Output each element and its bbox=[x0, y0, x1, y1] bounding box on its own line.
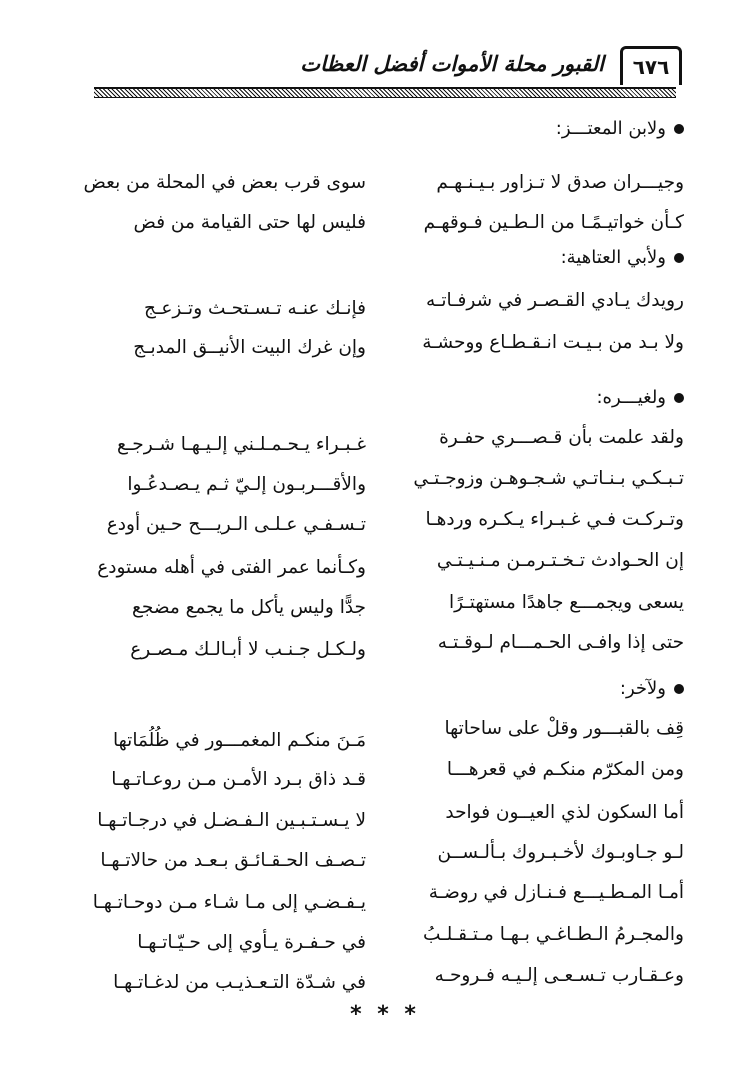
attribution-text: ولآخر: bbox=[619, 678, 666, 699]
section-end-ornament: * * * bbox=[350, 1002, 420, 1027]
attribution-text: ولأبي العتاهية: bbox=[560, 247, 666, 268]
verse-first-half: وجيـــران صدق لا تـزاور بـيـنـهـم bbox=[436, 172, 684, 193]
bullet-icon bbox=[674, 253, 684, 263]
verse-first-half: إن الحـوادث تـخـتـرمـن مـنـيـتـي bbox=[436, 550, 684, 571]
attribution-line bbox=[384, 116, 684, 142]
bullet-icon bbox=[674, 684, 684, 694]
verse-second-half: قـد ذاق بـرد الأمـن مـن روعـاتـهـا bbox=[111, 769, 366, 790]
attribution-text: ولغيـــره: bbox=[596, 387, 666, 408]
verse-second-half: تـسـفـي عـلـى الـريـــح حـين أودع bbox=[106, 514, 366, 535]
verse-second-half: في شـدّة التـعـذيـب من لدغـاتـهـا bbox=[113, 972, 366, 993]
verse-second-half: غـبـراء يـحـمـلـني إلـيـهـا شـرجـع bbox=[117, 434, 366, 455]
verse-first-half: رويدك يـادي القـصـر في شرفـاتـه bbox=[425, 290, 684, 311]
verse-second-half: سوى قرب بعض في المحلة من بعض bbox=[83, 172, 366, 193]
verse-first-half: حتى إذا وافـى الحـمـــام لـوقـتـه bbox=[437, 632, 684, 653]
verse-second-half: ولـكـل جـنـب لا أبـالـك مـصـرع bbox=[130, 639, 366, 660]
verse-second-half: فإنـك عنـه تـسـتحـث وتـزعـج bbox=[144, 298, 366, 319]
bullet-icon bbox=[674, 393, 684, 403]
header-rule-thin bbox=[94, 97, 676, 98]
running-title: القبور محلة الأموات أفضل العظات bbox=[300, 52, 604, 76]
verse-second-half: لا يـسـتـبـين الـفـضـل في درجـاتـهـا bbox=[97, 810, 366, 831]
verse-second-half: والأقـــربـون إلـيّ ثـم يـصـدعُـوا bbox=[127, 474, 366, 495]
verse-first-half: يسعى ويجمـــع جاهدًا مستهتـرًا bbox=[448, 592, 684, 613]
page-number: ٦٧٦ bbox=[620, 46, 682, 85]
verse-first-half: لـو جـاوبـوك لأخـبـروك بـألـســن bbox=[437, 842, 684, 863]
verse-second-half: فليس لها حتى القيامة من فض bbox=[133, 212, 366, 233]
verse-second-half: وكـأنما عمر الفتى في أهله مستودع bbox=[97, 557, 366, 578]
verse-first-half: كـأن خواتيـمًـا من الـطـين فـوقهـم bbox=[423, 212, 684, 233]
attribution-line bbox=[384, 676, 684, 702]
verse-second-half: تـصـف الحـقـائـق بـعـد من حالاتـهـا bbox=[100, 850, 366, 871]
verse-first-half: ولا بـد من بـيـت انـقـطـاع ووحشـة bbox=[422, 332, 684, 353]
verse-first-half: ولقد علمت بأن قـصـــري حفـرة bbox=[439, 427, 684, 448]
verse-first-half: وتـركـت فـي غـبـراء يـكـره وردهـا bbox=[425, 509, 684, 530]
verse-second-half: وإن غرك البيت الأنيــق المدبـج bbox=[133, 337, 366, 358]
verse-second-half: جدًّا وليس يأكل ما يجمع مضجع bbox=[132, 597, 366, 618]
verse-second-half: في حـفـرة يـأوي إلى حـيّـاتـهـا bbox=[137, 932, 366, 953]
verse-first-half: ومن المكرّم منكـم في قعرهـــا bbox=[446, 759, 684, 780]
verse-first-half: والمجـرمُ الـطـاغـي بـهـا مـتـقـلـبُ bbox=[423, 924, 684, 945]
verse-second-half: يـفـضـي إلى مـا شـاء مـن دوحـاتـهـا bbox=[92, 892, 366, 913]
verse-first-half: أمـا المـطـيـــع فـنـازل في روضـة bbox=[428, 882, 684, 903]
verse-second-half: مَـنَ منكـم المغمـــور في ظُلُمَاتها bbox=[113, 730, 366, 751]
attribution-text: ولابن المعتـــز: bbox=[555, 118, 666, 139]
bullet-icon bbox=[674, 124, 684, 134]
header-rule bbox=[94, 87, 676, 97]
attribution-line bbox=[384, 245, 684, 271]
verse-first-half: أما السكون لذي العيــون فواحد bbox=[445, 802, 684, 823]
verse-first-half: وعـقـارب تـسـعـى إلـيـه فـروحـه bbox=[434, 965, 684, 986]
verse-first-half: قِف بالقبـــور وقلْ على ساحاتها bbox=[444, 718, 684, 739]
attribution-line bbox=[384, 385, 684, 411]
verse-first-half: تـبـكـي بـنـاتـي شـجـوهـن وزوجـتـي bbox=[413, 468, 684, 489]
